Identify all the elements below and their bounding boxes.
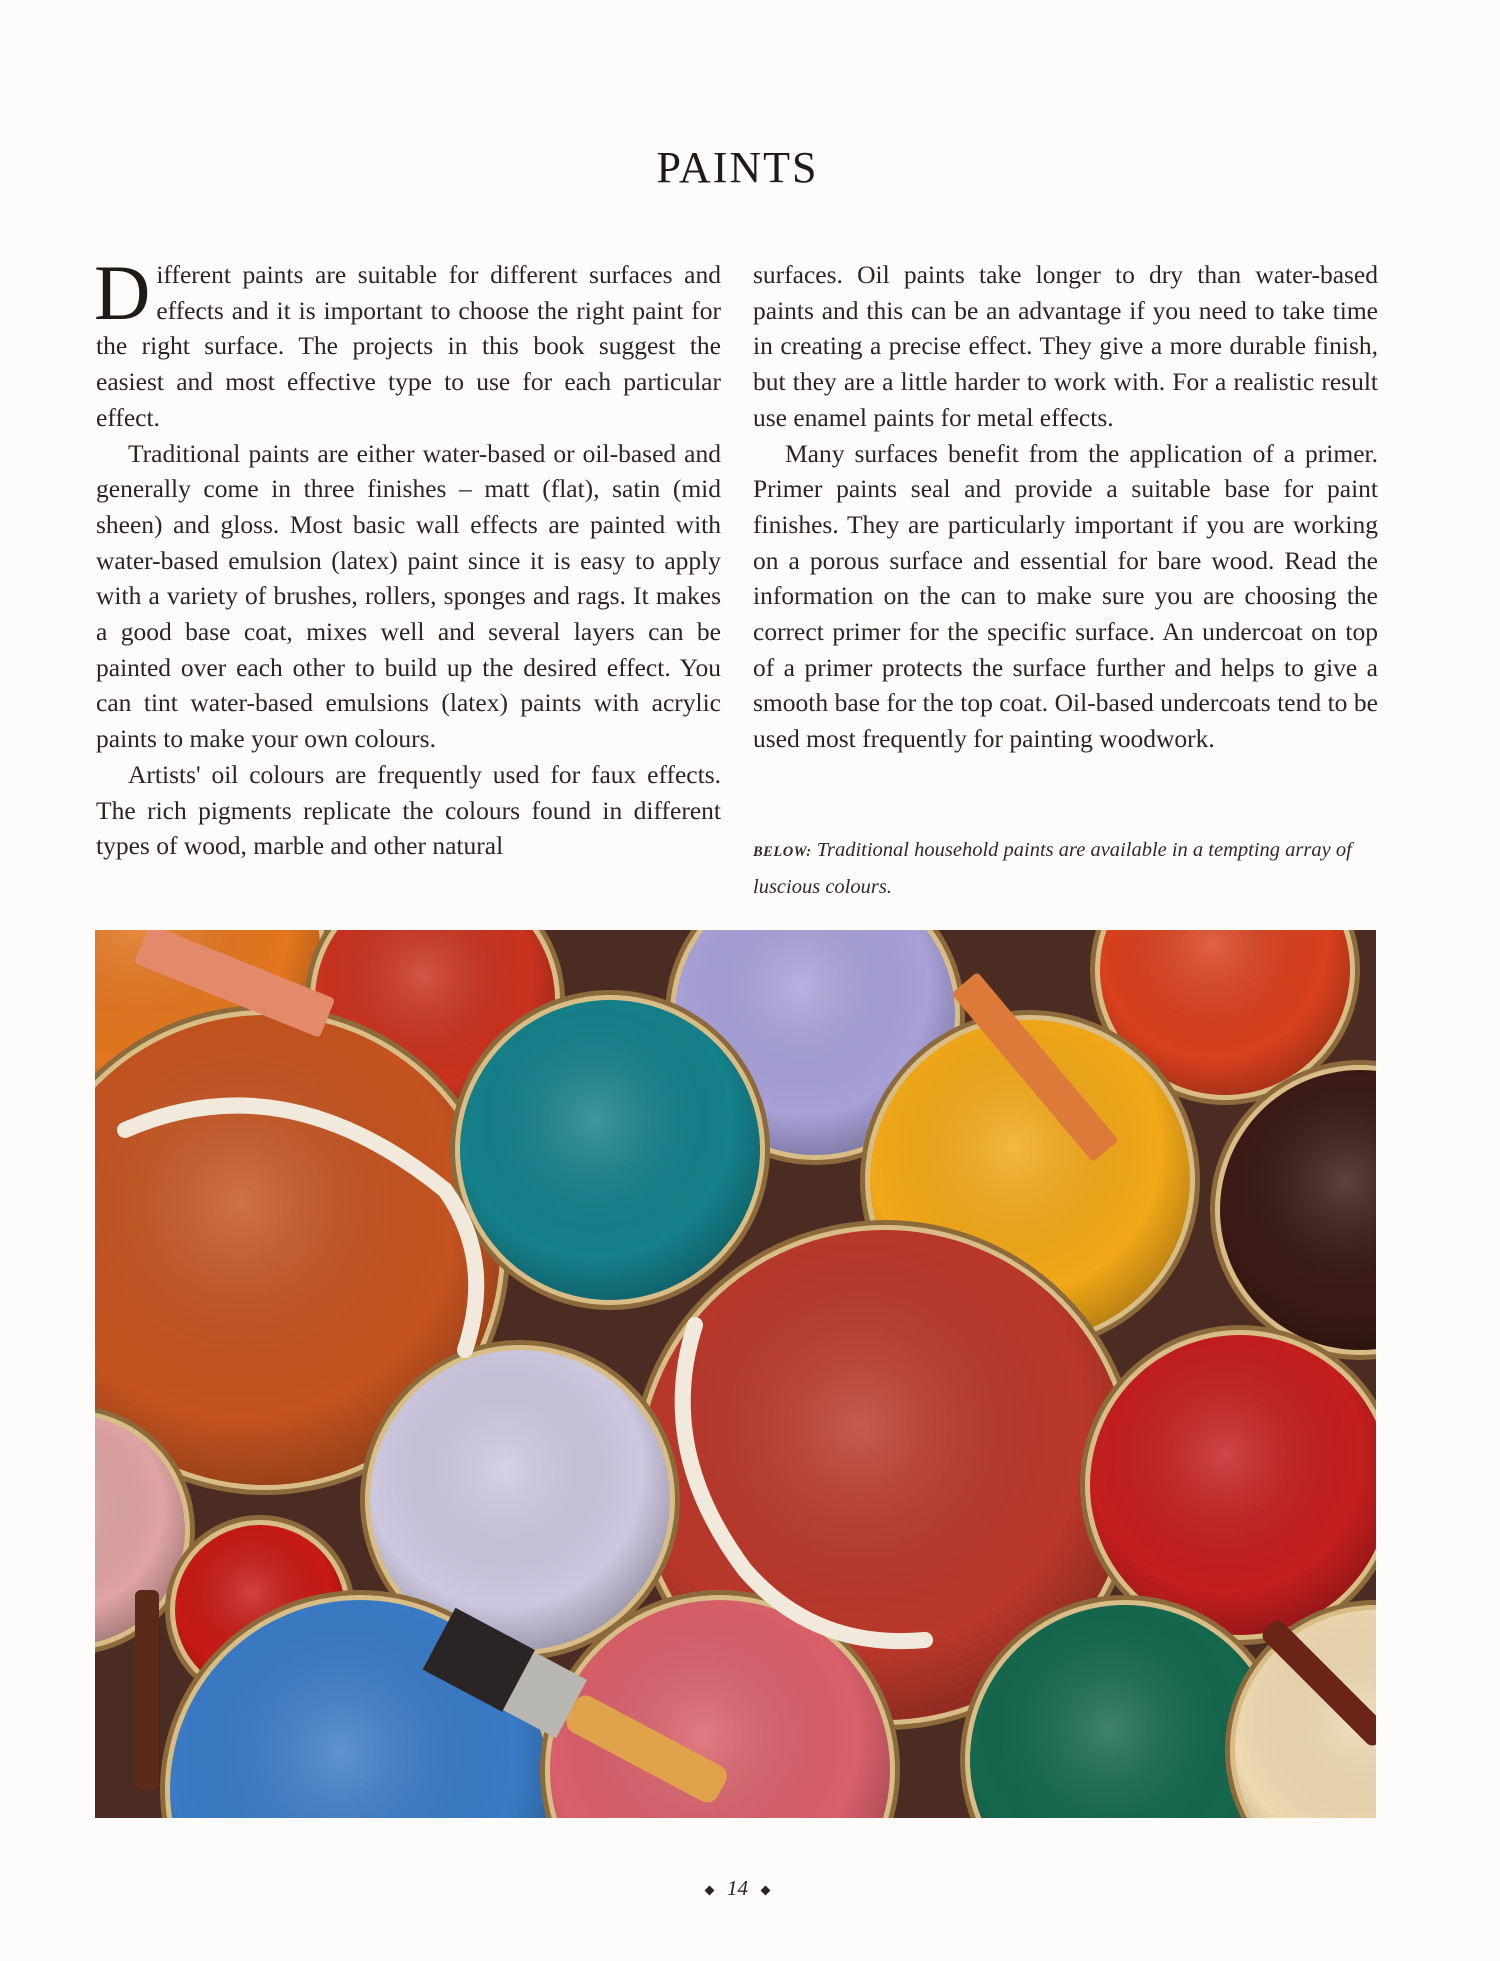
caption-label: BELOW: — [753, 844, 812, 860]
diamond-ornament-left — [705, 1885, 715, 1895]
paint-tins-illustration — [95, 930, 1376, 1818]
teal-tin — [450, 990, 770, 1310]
body-paragraph-5: Many surfaces benefit from the application of a primer. Primer paints seal and provide a suitable base for paint finishes. They are particularly important if you are working on a porous surface and essential for bare wood. Read the information on the can to make sure you are choosing the correct primer for the specific surface. An undercoat on top of a primer protects the surface further and helps to give a smooth base for the top coat. Oil-based undercoats tend to be used most frequently for painting woodwork. — [753, 438, 1378, 754]
body-paragraph-2: Traditional paints are either water-based or oil-based and generally come in three finishes – matt (flat), satin (mid sheen) and gloss. Most basic wall effects are painted with water-based emulsion (latex) paint since it is easy to apply with a variety of brushes, rollers, sponges and rags. It makes a good base coat, mixes well and several layers can be painted over each other to build up the desired effect. You can tint water-based emulsions (latex) paints with acrylic paints to make your own colours. — [96, 438, 721, 754]
text-column-right — [753, 257, 1378, 757]
paint-tins-photo — [95, 930, 1376, 1818]
body-paragraph-1: Different paints are suitable for different surfaces and effects and it is important to choose the right paint for the right surface. The projects in this book suggest the easiest and most effective type to use for each particular effect. — [94, 249, 721, 432]
body-paragraph-3: Artists' oil colours are frequently used for faux effects. The rich pigments replicate the colours found in different types of wood, marble and other natural — [96, 759, 721, 861]
photo-caption — [753, 833, 1378, 905]
brush-handle-left — [135, 1590, 159, 1790]
diamond-ornament-right — [761, 1885, 771, 1895]
text-column-left — [94, 249, 721, 864]
page-title: PAINTS — [656, 143, 819, 192]
page-number: 14 — [0, 1876, 1475, 1901]
drop-cap: D — [94, 249, 151, 336]
body-paragraph-continued: surfaces. Oil paints take longer to dry than water-based paints and this can be an advantage if you need to take time in creating a precise effect. They give a more durable finish, but they are a little harder to work with. For a realistic result use enamel paints for metal effects. — [753, 260, 1378, 432]
caption-text: Traditional household paints are available in a tempting array of luscious colours. — [753, 839, 1352, 898]
